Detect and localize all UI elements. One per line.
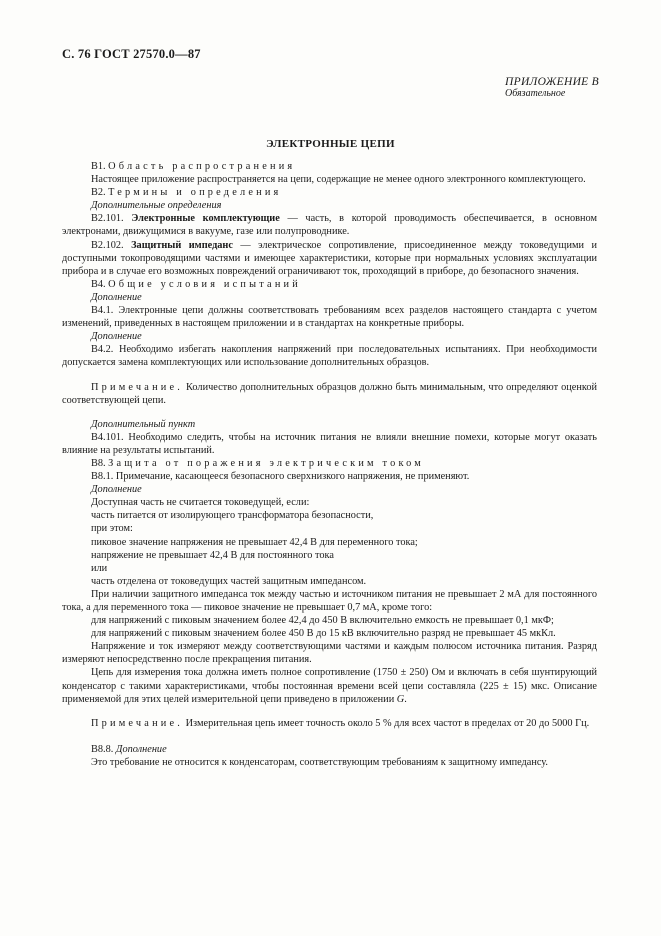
- b2-note: Дополнительные определения: [91, 200, 222, 212]
- b4-title: Общие условия испытаний: [108, 278, 301, 290]
- b4-remark-text: Количество дополнительных образцов должно быть минимальным, что определяют оценкой соответствующей цепи.: [62, 381, 597, 406]
- annex-title: ПРИЛОЖЕНИЕ В: [505, 76, 599, 88]
- b1-text: Настоящее приложение распространяется на цепи, содержащие не менее одного электронного комплектующего.: [91, 174, 586, 186]
- b2-heading: [91, 186, 597, 199]
- b1-number: В1.: [91, 161, 106, 172]
- b8-title: Защита от поражения электрическим током: [108, 457, 424, 469]
- b2-102-term: Защитный импеданс: [131, 239, 233, 251]
- b8-8-note: Дополнение: [115, 743, 167, 755]
- b8-p3: для напряжений с пиковым значением более 450 В до 15 кВ включительно разряд не превышает 45 мкКл.: [91, 628, 556, 640]
- b8-note: Дополнение: [91, 484, 142, 496]
- b2-number: В2.: [91, 187, 106, 199]
- b8-line-2: часть питается от изолирующего трансформатора безопасности,: [91, 510, 374, 522]
- b4-number: В4.: [91, 278, 106, 290]
- b8-line-5: напряжение не превышает 42,4 В для постоянного тока: [91, 549, 334, 561]
- b8-p4: Напряжение и ток измеряют между соответствующими частями и каждым полюсом источника питания. Разряд измеряют непосредственно после прекращения питания.: [62, 641, 597, 666]
- b8-line-7: часть отделена от токоведущих частей защитным импедансом.: [91, 575, 367, 587]
- b2-title: Термины и определения: [108, 187, 282, 199]
- b2-102-text: — электрическое сопротивление, присоединенное между токоведущими и доступными токопроводящими частями и имеющее характеристики, которые при нормальных условиях эксплуатации прибора и в случае его возможных повреждений ограничивают ток, проходящий в приборе, до безопасного значения.: [62, 239, 598, 277]
- spacer: [91, 706, 597, 717]
- b4-note1: Дополнение: [91, 291, 142, 303]
- b2-101-text: — часть, в которой проводимость обеспечивается, в основном электронами, движущимися в вакууме, газе или полупроводнике.: [62, 213, 597, 238]
- b2-101: [62, 212, 597, 238]
- b4-note2: Дополнение: [91, 331, 142, 343]
- b8-remark-label: Примечание.: [91, 717, 184, 729]
- b8-heading: [91, 457, 597, 470]
- b1-title: Область распространения: [108, 161, 296, 172]
- b8-8-heading: [91, 743, 597, 756]
- document-body: [62, 160, 598, 769]
- b2-101-term: Электронные комплектующие: [131, 213, 280, 225]
- b8-8-text: Это требование не относится к конденсаторам, соответствующим требованиям к защитному импедансу.: [91, 756, 549, 768]
- b8-line-6: или: [91, 562, 108, 574]
- b4-remark: [62, 381, 597, 407]
- b4-1: В4.1. Электронные цепи должны соответствовать требованиям всех разделов настоящего стандарта с учетом изменений, приведенных в настоящем приложении и в стандартах на конкретные приборы.: [62, 305, 597, 330]
- b8-number: В8.: [91, 457, 106, 469]
- b2-101-number: В2.101.: [91, 213, 124, 225]
- b8-remark: [62, 717, 597, 730]
- b8-p1: При наличии защитного импеданса ток между частью и источником питания не превышает 2 мА для постоянного тока, а для переменного тока — пиковое значение не превышает 0,7 мА, кроме того:: [62, 588, 597, 613]
- b8-p2: для напряжений с пиковым значением более 42,4 до 450 В включительно емкость не превышает 0,1 мкФ;: [91, 615, 554, 627]
- b8-p5-annex: G: [396, 693, 405, 705]
- b8-line-3: при этом:: [91, 523, 133, 535]
- b4-heading: [91, 278, 597, 291]
- spacer: [91, 370, 597, 381]
- b4-101: В4.101. Необходимо следить, чтобы на источник питания не влияли внешние помехи, которые могут оказать влияние на результаты испытаний.: [62, 431, 597, 456]
- b2-102-number: В2.102.: [91, 239, 124, 251]
- b8-p5-text: Цепь для измерения тока должна иметь полное сопротивление (1750 ± 250) Ом и включать в себя шунтирующий конденсатор с такими характеристиками, чтобы постоянная времени всей цепи составляла (225 ± 15) мкс. Описание применяемой для этих целей измерительной цепи приведено в приложении: [62, 667, 597, 705]
- section-title: ЭЛЕКТРОННЫЕ ЦЕПИ: [266, 138, 395, 150]
- b8-p5: [62, 666, 597, 705]
- b8-remark-text: Измерительная цепь имеет точность около 5 % для всех частот в пределах от 20 до 5000 Гц.: [183, 717, 590, 729]
- b1-heading: [91, 160, 597, 173]
- spacer: [91, 407, 597, 418]
- annex-status: Обязательное: [505, 88, 566, 99]
- spacer: [91, 730, 597, 743]
- annex-label: [505, 76, 599, 99]
- b8-1: В8.1. Примечание, касающееся безопасного сверхнизкого напряжения, не применяют.: [91, 471, 470, 483]
- b4-note3: Дополнительный пункт: [91, 418, 196, 430]
- page-header: С. 76 ГОСТ 27570.0—87: [62, 47, 201, 61]
- b8-p5-end: .: [404, 693, 407, 705]
- b8-line-4: пиковое значение напряжения не превышает 42,4 В для переменного тока;: [91, 536, 418, 548]
- b2-102: [62, 239, 597, 278]
- b8-line-1: Доступная часть не считается токоведущей, если:: [91, 497, 310, 509]
- b8-8-number: В8.8.: [91, 743, 114, 755]
- b4-2: В4.2. Необходимо избегать накопления напряжений при последовательных испытаниях. При необходимости допускается замена комплектующих или использование дополнительных образцов.: [62, 344, 597, 369]
- b4-remark-label: Примечание.: [91, 381, 184, 393]
